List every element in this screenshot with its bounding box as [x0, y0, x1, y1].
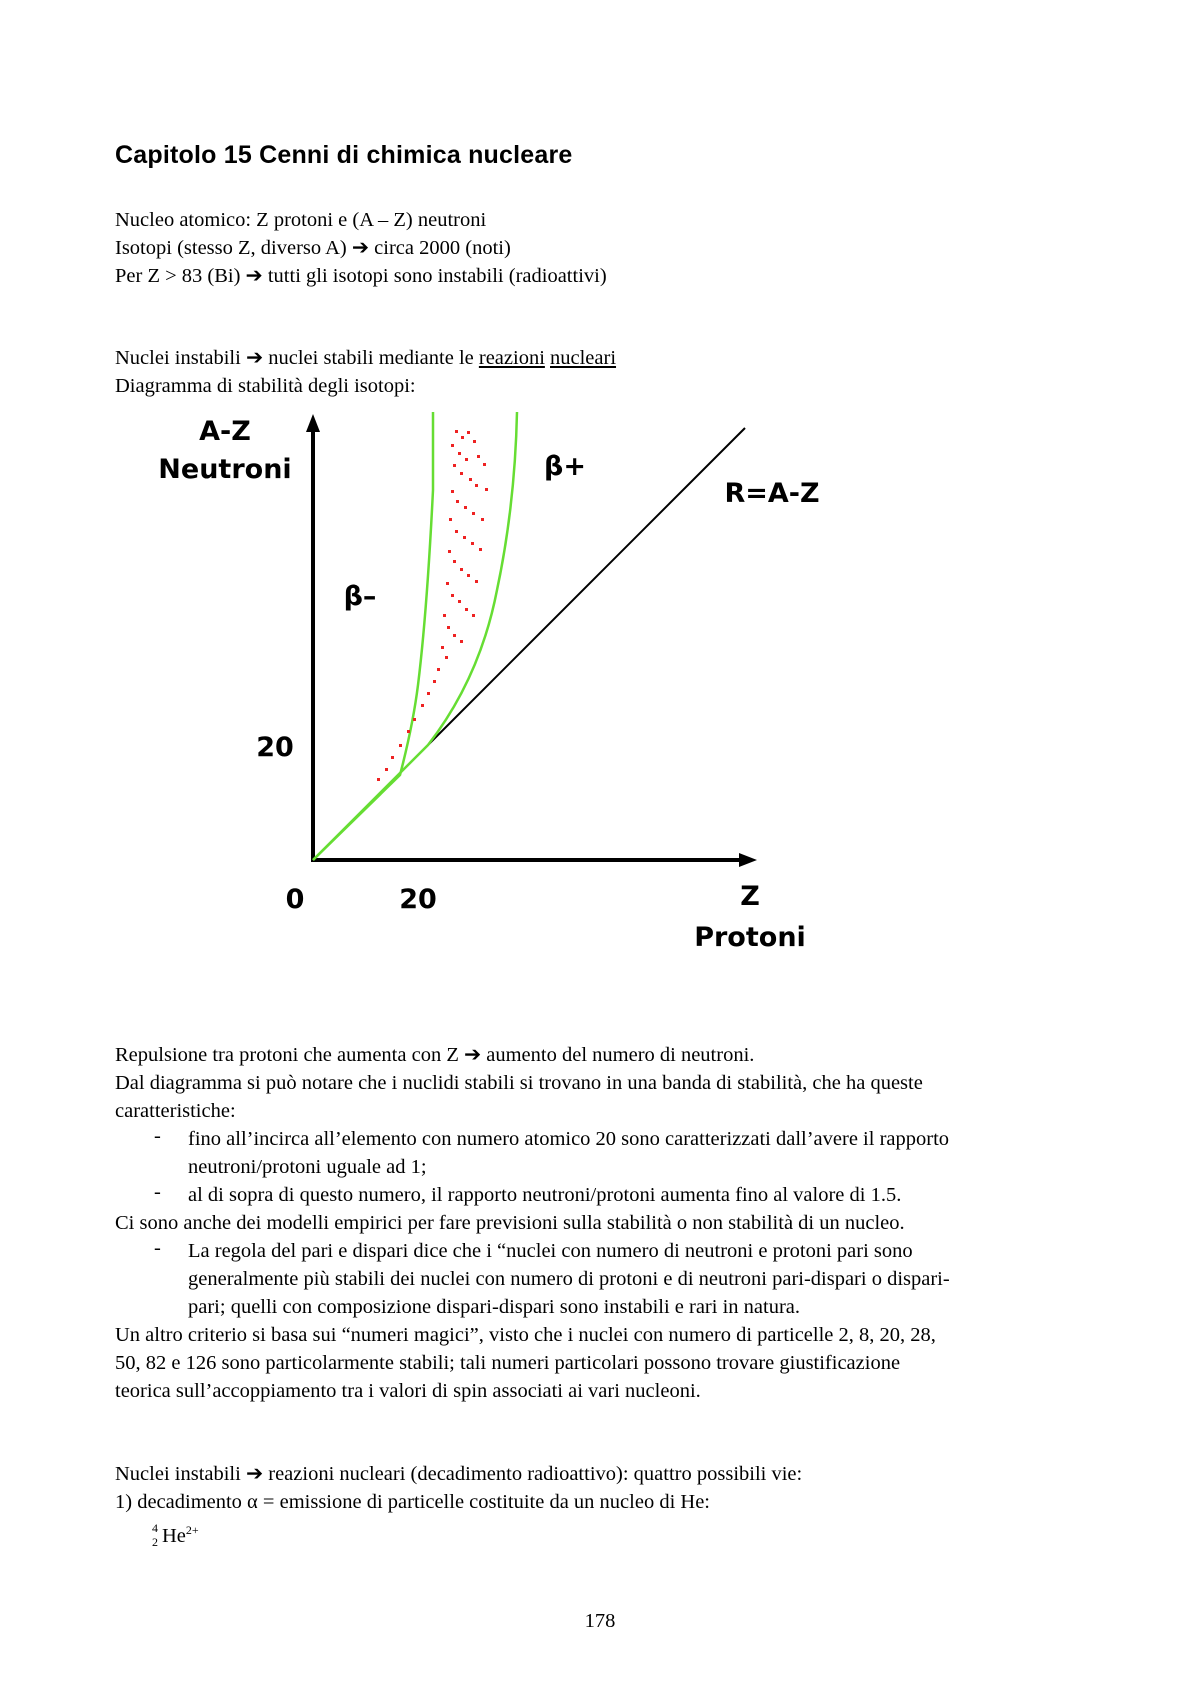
rule-line-1: La regola del pari e dispari dice che i “nuclei con numero di neutroni e protoni pari sono [188, 1240, 913, 1262]
magic-line-1: Un altro criterio si basa sui “numeri magici”, visto che i nuclei con numero di particelle 2, 8, 20, 28, [115, 1324, 936, 1346]
intro-line-1: Nucleo atomico: Z protoni e (A – Z) neutroni [115, 209, 487, 231]
rule-line-2: generalmente più stabili dei nuclei con numero di protoni e di neutroni pari-dispari o dispari- [188, 1268, 950, 1290]
bullet-dash: - [154, 1125, 161, 1147]
page-number: 178 [584, 1610, 616, 1632]
chapter-title: Capitolo 15 Cenni di chimica nucleare [115, 141, 573, 169]
x-axis-label-z: Z [740, 881, 760, 912]
decay-line-1: Nuclei instabili ➔ reazioni nucleari (decadimento radioattivo): quattro possibili vie: [115, 1463, 803, 1485]
bullet-2-line-1: al di sopra di questo numero, il rapporto neutroni/protoni aumenta fino al valore di 1.5. [188, 1184, 902, 1206]
x-tick-20: 20 [399, 884, 437, 915]
body-line-2: Dal diagramma si può notare che i nuclidi stabili si trovano in una banda di stabilità, che ha queste [115, 1072, 923, 1094]
bullet-dash: - [154, 1237, 161, 1259]
x-axis-label-protoni: Protoni [694, 922, 806, 953]
origin-label: 0 [285, 884, 305, 915]
rule-line-3: pari; quelli con composizione dispari-dispari sono instabili e rari in natura. [188, 1296, 800, 1318]
beta-minus-label: β– [343, 581, 377, 612]
magic-line-2: 50, 82 e 126 sono particolarmente stabili; tali numeri particolari possono trovare giustificazione [115, 1352, 901, 1374]
y-axis-label-neutroni: Neutroni [158, 454, 292, 485]
intro-line-3: Per Z > 83 (Bi) ➔ tutti gli isotopi sono instabili (radioattivi) [115, 265, 607, 287]
magic-line-3: teorica sull’accoppiamento tra i valori di spin associati ai vari nucleoni. [115, 1380, 701, 1402]
underlined-word-nucleari: nucleari [550, 347, 617, 369]
beta-plus-label: β+ [544, 451, 586, 482]
underlined-word-reazioni: reazioni [478, 347, 545, 369]
diagram-caption: Diagramma di stabilità degli isotopi: [115, 375, 416, 397]
bullet-1-line-1: fino all’incirca all’elemento con numero atomico 20 sono caratterizzati dall’avere il rapporto [188, 1128, 950, 1150]
body-line-1: Repulsione tra protoni che aumenta con Z ➔ aumento del numero di neutroni. [115, 1044, 755, 1066]
mass-number: 4 [152, 1521, 158, 1535]
bullet-1-line-2: neutroni/protoni uguale ad 1; [188, 1156, 427, 1178]
decay-line-2: 1) decadimento α = emissione di particelle costituite da un nucleo di He: [115, 1491, 710, 1513]
r-equals-label: R=A-Z [724, 478, 820, 509]
nuclide-prescripts [152, 1523, 162, 1551]
atomic-number: 2 [152, 1535, 158, 1549]
element-symbol: He [162, 1524, 186, 1547]
ion-charge: 2+ [185, 1523, 199, 1537]
intro-line-2: Isotopi (stesso Z, diverso A) ➔ circa 2000 (noti) [115, 237, 511, 259]
y-axis-label-az: A-Z [199, 416, 251, 447]
helium-nucleus-formula [152, 1523, 199, 1551]
models-line: Ci sono anche dei modelli empirici per fare previsioni sulla stabilità o non stabilità di un nucleo. [115, 1212, 905, 1234]
unstable-prefix: Nuclei instabili ➔ nuclei stabili mediante le [115, 347, 479, 369]
unstable-line [115, 344, 616, 372]
body-line-3: caratteristiche: [115, 1100, 236, 1122]
bullet-dash: - [154, 1181, 161, 1203]
y-tick-20: 20 [256, 732, 294, 763]
stability-diagram [115, 400, 900, 990]
